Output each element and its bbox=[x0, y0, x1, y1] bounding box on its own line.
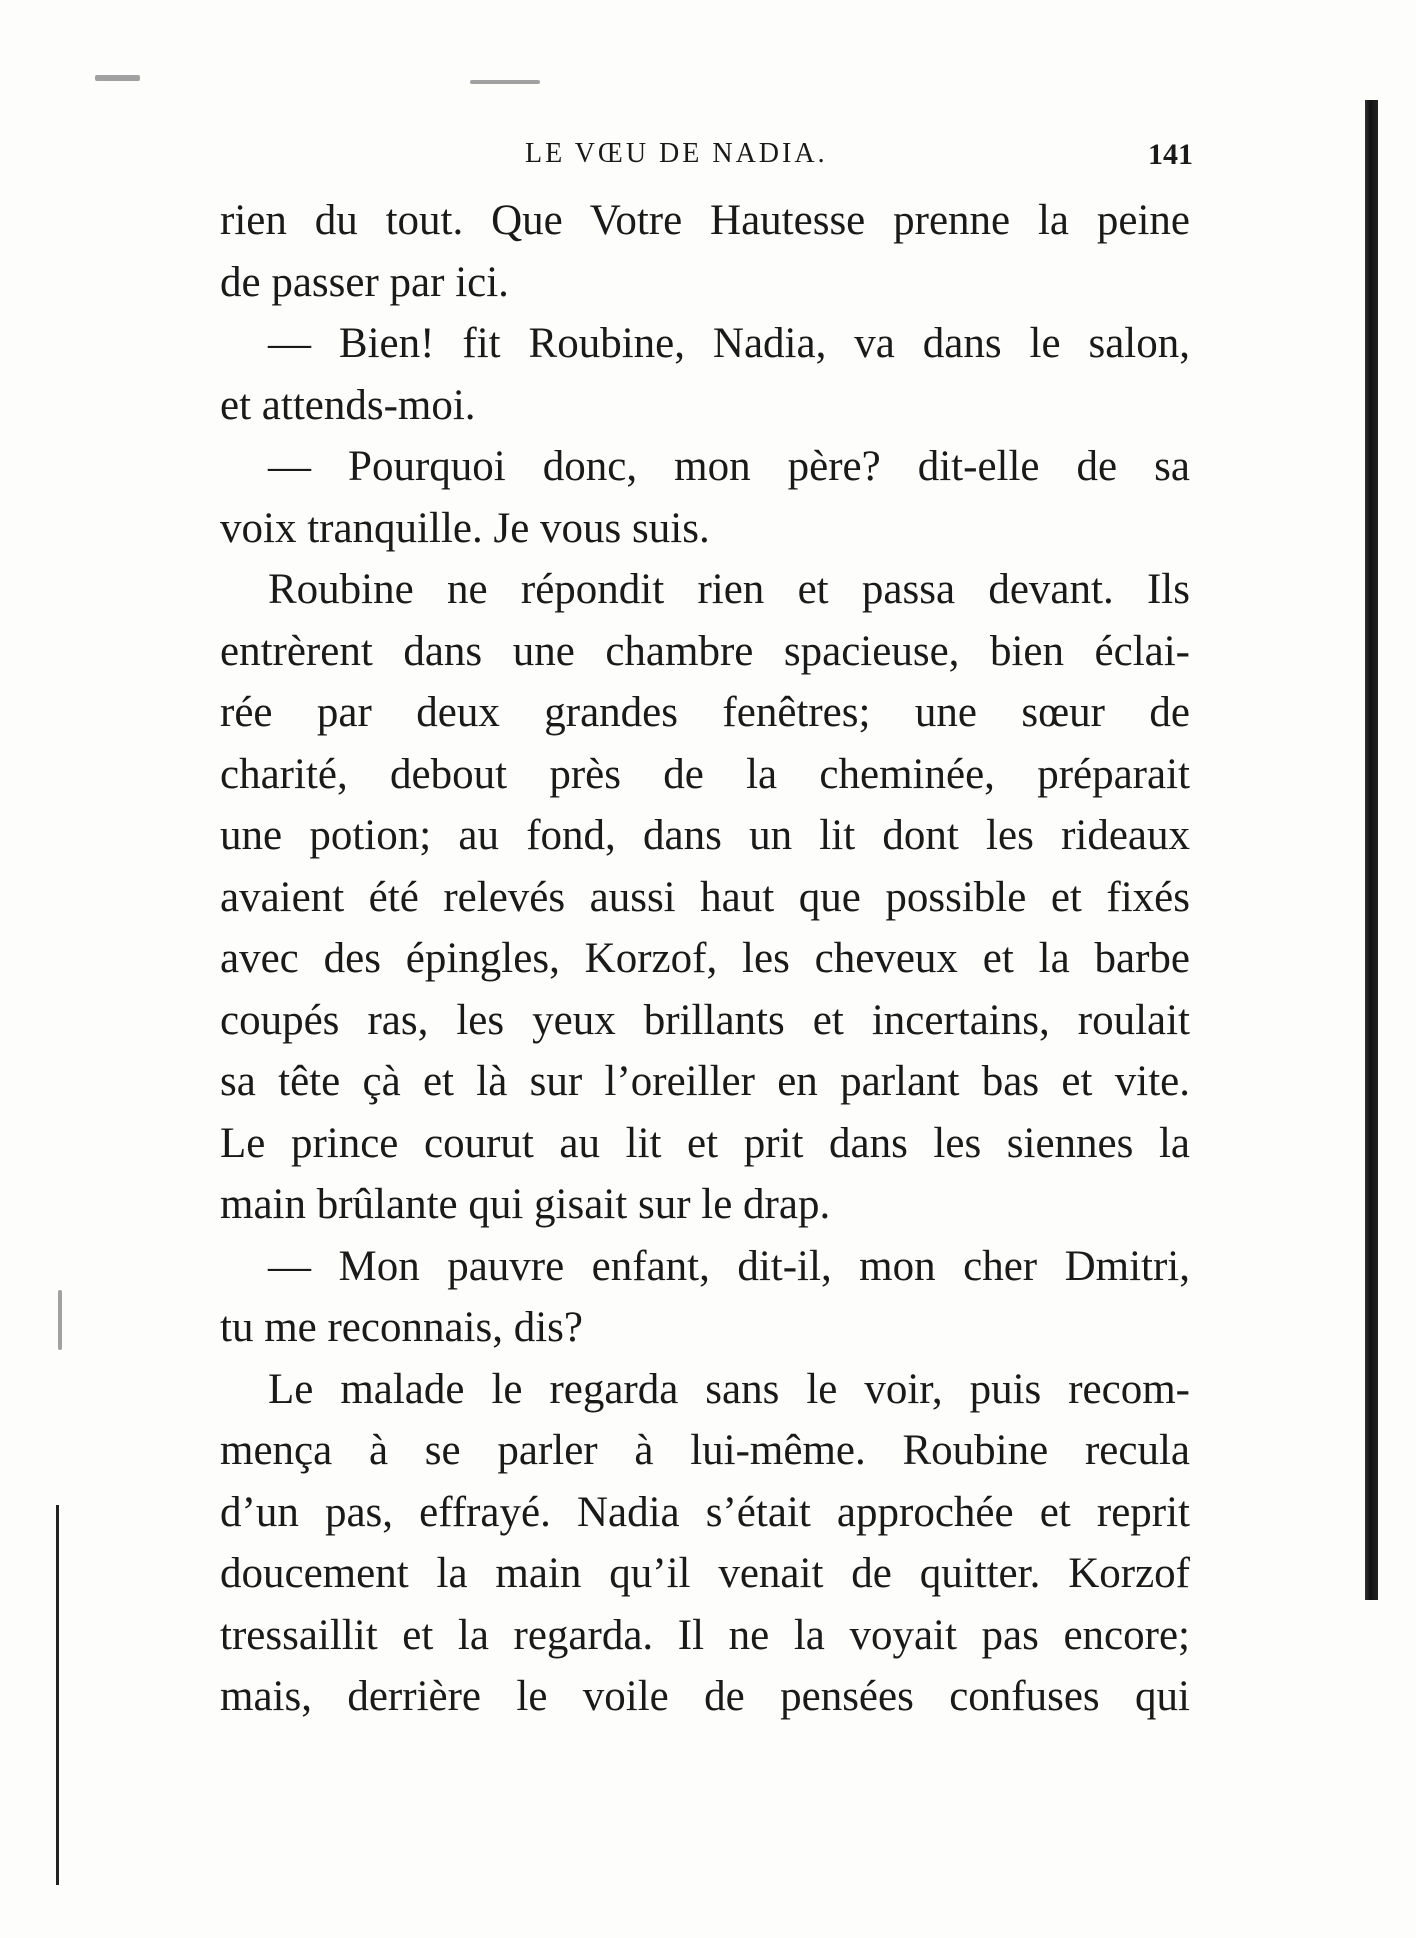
text-line: d’un pas, effrayé. Nadia s’était approchée et reprit bbox=[220, 1488, 1190, 1536]
text-line: de passer par ici. bbox=[220, 258, 509, 306]
text-line: doucement la main qu’il venait de quitter. Korzof bbox=[220, 1550, 1190, 1597]
scan-mark bbox=[58, 1290, 62, 1350]
text-line: tressaillit et la regarda. Il ne la voyait pas encore; bbox=[220, 1611, 1190, 1659]
body-text bbox=[220, 190, 1190, 1728]
page-edge-shadow bbox=[1365, 100, 1378, 1600]
text-line: charité, debout près de la cheminée, préparait bbox=[220, 750, 1190, 798]
text-line: Le prince courut au lit et prit dans les siennes la bbox=[220, 1119, 1190, 1167]
scan-mark bbox=[95, 75, 140, 81]
text-line: une potion; au fond, dans un lit dont les rideaux bbox=[220, 812, 1190, 859]
text-line: — Bien! fit Roubine, Nadia, va dans le salon, bbox=[268, 320, 1190, 367]
text-line: — Pourquoi donc, mon père? dit-elle de sa bbox=[268, 443, 1190, 490]
text-line: avaient été relevés aussi haut que possible et fixés bbox=[220, 873, 1190, 921]
running-title: LE VŒU DE NADIA. bbox=[525, 138, 828, 169]
text-line: Roubine ne répondit rien et passa devant. Ils bbox=[268, 566, 1190, 613]
text-line: main brûlante qui gisait sur le drap. bbox=[220, 1181, 831, 1228]
text-line: et attends-moi. bbox=[220, 381, 476, 429]
text-line: entrèrent dans une chambre spacieuse, bien éclai- bbox=[220, 627, 1190, 675]
text-line: — Mon pauvre enfant, dit-il, mon cher Dmitri, bbox=[268, 1242, 1190, 1290]
text-line: tu me reconnais, dis? bbox=[220, 1304, 584, 1351]
page-header bbox=[225, 138, 1193, 178]
page-number: 141 bbox=[1148, 138, 1193, 171]
text-line: mença à se parler à lui-même. Roubine recula bbox=[220, 1427, 1190, 1474]
text-line: voix tranquille. Je vous suis. bbox=[220, 504, 710, 552]
text-line: rée par deux grandes fenêtres; une sœur de bbox=[220, 689, 1190, 736]
text-line: coupés ras, les yeux brillants et incertains, roulait bbox=[220, 996, 1190, 1044]
text-line: mais, derrière le voile de pensées confuses qui bbox=[220, 1673, 1190, 1720]
text-line: rien du tout. Que Votre Hautesse prenne la peine bbox=[220, 197, 1190, 244]
scan-mark bbox=[470, 80, 540, 84]
text-line: avec des épingles, Korzof, les cheveux et la barbe bbox=[220, 935, 1190, 982]
page-edge-line bbox=[56, 1505, 59, 1885]
text-line: Le malade le regarda sans le voir, puis recom- bbox=[268, 1365, 1190, 1413]
text-line: sa tête çà et là sur l’oreiller en parlant bas et vite. bbox=[220, 1058, 1190, 1105]
